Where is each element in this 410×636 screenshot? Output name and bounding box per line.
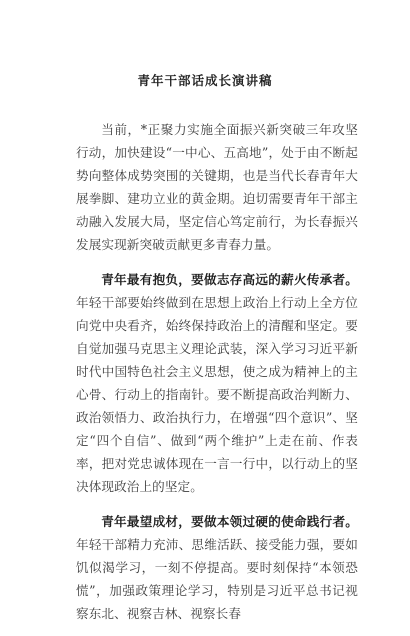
paragraph <box>76 510 358 625</box>
document-body <box>76 118 358 636</box>
paragraph-text: 年轻干部精力充沛、思维活跃、接受能力强，要如饥似渴学习，一刻不停提高。要时刻保持“本领恐慌”，加强政策理论学习，特别是习近平总书记视察东北、视察吉林、视察长春 <box>76 536 358 621</box>
document-title: 青年干部话成长演讲稿 <box>137 73 273 88</box>
paragraph-lead: 青年最望成材，要做本领过硬的使命践行者。 <box>101 513 358 529</box>
paragraph <box>76 268 358 499</box>
paragraph-text: 年轻干部要始终做到在思想上政治上行动上全方位向党中央看齐，始终保持政治上的清醒和坚定。要自觉加强马克思主义理论武装，深入学习习近平新时代中国特色社会主义思想，使之成为精神上的主心骨、行动上的指南针。要不断提高政治判断力、政治领悟力、政治执行力，在增强“四个意识”、坚定“四个自信”、做到“两个维护”上走在前、作表率，把对党忠诚体现在一言一行中，以行动上的坚决体现政治上的坚定。 <box>76 294 358 495</box>
paragraph-lead: 青年最有抱负，要做志存高远的薪火传承者。 <box>101 271 358 287</box>
paragraph-text: 当前，*正聚力实施全面振兴新突破三年攻坚行动，加快建设“一中心、五高地”，处于由不断起势向整体成势突围的关键期，也是当代长春青年大展拳脚、建功立业的黄金期。迫切需要青年干部主动融入发展大局，坚定信心笃定前行，为长春振兴发展实现新突破贡献更多青春力量。 <box>76 122 358 253</box>
paragraph <box>76 118 358 257</box>
